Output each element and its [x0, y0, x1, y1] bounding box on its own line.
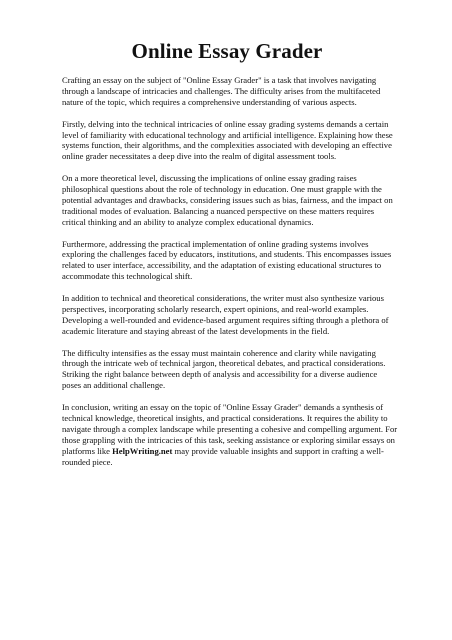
text-line: related to user interface, accessibility, and the adaptation of existing educational structures to — [62, 260, 382, 271]
document-title: Online Essay Grader — [131, 39, 323, 63]
text-line: accommodate this technological shift. — [62, 271, 193, 282]
text-line: Developing a well-rounded and evidence-based argument requires sifting through a plethora of — [62, 314, 389, 325]
text-line: philosophical questions about the role of technology in education. One must grapple with the — [62, 184, 382, 195]
body-paragraph — [62, 173, 392, 228]
text-line: online grader necessitates a deep dive into the realm of digital assessment tools. — [62, 151, 337, 162]
text-line: Crafting an essay on the subject of "Online Essay Grader" is a task that involves navigating — [62, 75, 377, 85]
text-line: nature of the topic, which requires a comprehensive understanding of various aspects. — [62, 96, 357, 107]
text-line: technical knowledge, theoretical insights, and practical considerations. It requires the ability to — [62, 413, 388, 423]
document-body — [62, 75, 392, 391]
text-line: In addition to technical and theoretical considerations, the writer must also synthesize various — [62, 293, 384, 304]
document-page — [62, 38, 398, 478]
text-line: On a more theoretical level, discussing the implications of online essay grading raises — [62, 173, 357, 184]
text-line: exploring the challenges faced by educators, institutions, and students. This encompasses issues — [62, 249, 392, 260]
body-paragraph — [62, 239, 392, 283]
text-line: traditional modes of evaluation. Balancing a nuanced perspective on these matters requires — [62, 205, 375, 216]
brand-prefix-text: platforms like — [62, 445, 113, 456]
text-line: navigate through a complex landscape while presenting a cohesive and compelling argument. For — [62, 423, 398, 434]
text-line: In conclusion, writing an essay on the topic of "Online Essay Grader" demands a synthesis of — [62, 402, 384, 413]
text-line: critical thinking and an ability to analyze complex educational dynamics. — [62, 216, 314, 227]
brand-name: HelpWriting.net — [112, 445, 173, 456]
text-line: perspectives, incorporating scholarly research, expert opinions, and real-world examples. — [62, 303, 369, 314]
text-line: poses an additional challenge. — [62, 380, 166, 391]
text-line: academic literature and staying abreast of the latest developments in the field. — [62, 325, 330, 336]
text-line: rounded piece. — [62, 456, 113, 467]
text-line: those grappling with the intricacies of this task, seeking assistance or exploring similar essays on — [62, 434, 395, 445]
brand-suffix-text: may provide valuable insights and support in crafting a well- — [172, 445, 384, 456]
text-line: Firstly, delving into the technical intricacies of online essay grading systems demands a certain — [62, 118, 389, 129]
body-paragraph — [62, 293, 392, 337]
text-line: through a landscape of intricacies and challenges. The difficulty arises from the multifaceted — [62, 85, 381, 96]
body-paragraph — [62, 348, 392, 392]
text-line: Furthermore, addressing the practical implementation of online grading systems involves — [62, 238, 369, 249]
text-line: level of familiarity with educational technology and artificial intelligence. Explaining how these — [62, 129, 393, 140]
text-line: potential advantages and drawbacks, considering issues such as bias, fairness, and the impact on — [62, 194, 393, 205]
text-line: The difficulty intensifies as the essay must maintain coherence and clarity while navigating — [62, 347, 376, 358]
body-paragraph — [62, 75, 392, 108]
text-line — [62, 446, 392, 457]
body-paragraph — [62, 119, 392, 163]
text-line: Striking the right balance between depth of analysis and accessibility for a diverse audience — [62, 369, 378, 380]
text-line: through the intricate web of technical jargon, theoretical debates, and practical considerations. — [62, 358, 386, 369]
text-line: systems function, their algorithms, and the complexities associated with developing an effective — [62, 140, 392, 151]
conclusion-paragraph — [62, 402, 398, 467]
